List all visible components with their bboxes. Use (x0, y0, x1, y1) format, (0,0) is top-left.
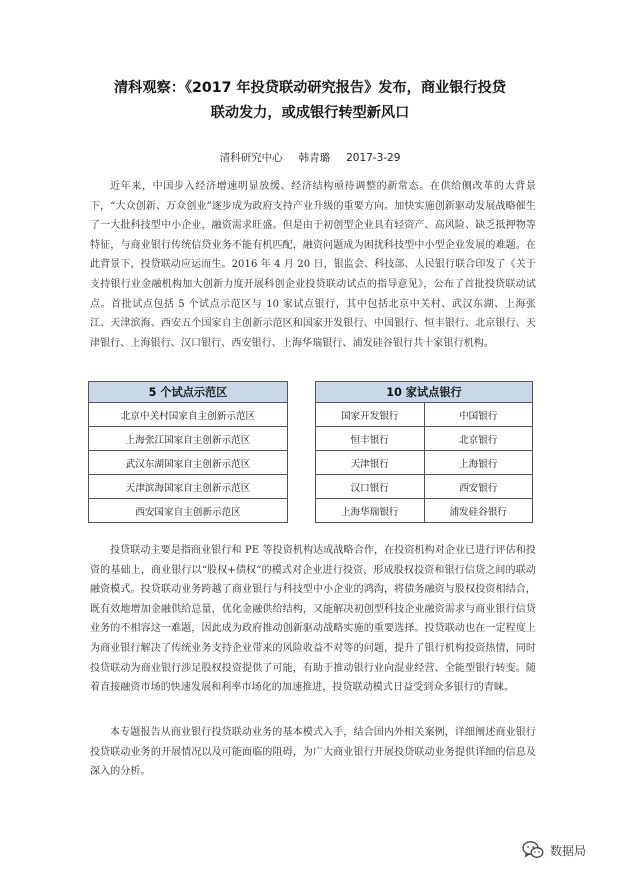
byline (0, 150, 620, 165)
watermark-text: 数据局 (550, 843, 587, 858)
table-cell: 上海华瑞银行 (316, 499, 425, 523)
table-cell: 中国银行 (424, 403, 533, 427)
table-row (89, 451, 288, 475)
table-row (316, 427, 533, 451)
article-title: 清科观察：《2017 年投贷联动研究报告》发布，商业银行投贷联动发力，或成银行转型新风口 (113, 80, 506, 121)
table-row (89, 427, 288, 451)
table-cell: 北京中关村国家自主创新示范区 (89, 403, 288, 427)
table-row (316, 403, 533, 427)
summary-paragraph: 本专题报告从商业银行投贷联动业务的基本模式入手，结合国内外相关案例，详细阐述商业银行投贷联动业务的开展情况以及可能面临的阻碍，为广大商业银行开展投贷联动业务提供详细的信息及深入的分析。 (90, 727, 536, 778)
table-cell: 天津银行 (316, 451, 425, 475)
table-cell: 上海银行 (424, 451, 533, 475)
byline-author: 韩青璐 (298, 152, 331, 164)
pilot-zones-header: 5 个试点示范区 (89, 382, 288, 403)
table-cell: 浦发硅谷银行 (424, 499, 533, 523)
table-row (316, 499, 533, 523)
wechat-icon (522, 840, 544, 860)
table-row (89, 475, 288, 499)
table-cell: 汉口银行 (316, 475, 425, 499)
byline-org: 清科研究中心 (219, 152, 283, 164)
table-cell: 西安国家自主创新示范区 (89, 499, 288, 523)
watermark (522, 840, 586, 860)
table-row (316, 451, 533, 475)
table-cell: 北京银行 (424, 427, 533, 451)
intro-paragraph: 近年来，中国步入经济增速明显放缓、经济结构亟待调整的新常态。在供给侧改革的大背景下，“大众创新、万众创业”逐步成为政府支持产业升级的重要方向。加快实施创新驱动发展战略催生了一大批科技型中小企业，融资需求旺盛。但是由于初创型企业具有轻资产、高风险、缺乏抵押物等特征，与商业银行传统信贷业务不能有机匹配，融资问题成为困扰科技型中小型企业发展的难题。在此背景下，投贷联动应运而生。2016 年 4 月 20 日，银监会、科技部、人民银行联合印发了《关于支持银行业金融机构加大创新力度开展科创企业投贷联动试点的指导意见》，公布了首批投贷联动试点。首批试点包括 5 个试点示范区与 10 家试点银行，其中包括北京中关村、武汉东湖、上海张江、天津滨海、西安五个国家自主创新示范区和国家开发银行、中国银行、恒丰银行、北京银行、天津银行、上海银行、汉口银行、西安银行、上海华瑞银行、浦发硅谷银行共十家银行机构。 (90, 181, 536, 349)
table-cell: 上海张江国家自主创新示范区 (89, 427, 288, 451)
table-cell: 西安银行 (424, 475, 533, 499)
table-row (89, 499, 288, 523)
body-paragraph: 投贷联动主要是指商业银行和 PE 等投资机构达成战略合作，在投资机构对企业已进行评估和投资的基础上，商业银行以“股权+债权”的模式对企业进行投资，形成股权投资和银行信贷之间的联动融资模式。投贷联动业务跨越了商业银行与科技型中小企业的鸿沟，将债务融资与股权投资相结合，既有效地增加金融供给总量，优化金融供给结构，又能解决初创型科技企业融资需求与商业银行信贷业务的不相容这一难题，因此成为政府推动创新驱动战略实施的重要选择。投贷联动也在一定程度上为商业银行解决了传统业务支持企业带来的风险收益不对等的问题，提升了银行机构投资热情，同时投贷联动为商业银行涉足股权投资提供了可能，有助于推动银行业向混业经营、全能型银行转变。随着直接融资市场的快速发展和利率市场化的加速推进，投贷联动模式日益受到众多银行的青睐。 (90, 545, 536, 694)
table-row (316, 475, 533, 499)
table-cell: 国家开发银行 (316, 403, 425, 427)
pilot-banks-table (315, 381, 533, 523)
table-row (89, 403, 288, 427)
table-cell: 武汉东湖国家自主创新示范区 (89, 451, 288, 475)
pilot-banks-header: 10 家试点银行 (316, 382, 533, 403)
table-cell: 天津滨海国家自主创新示范区 (89, 475, 288, 499)
pilot-zones-table (88, 381, 288, 523)
byline-date: 2017-3-29 (346, 152, 401, 164)
table-cell: 恒丰银行 (316, 427, 425, 451)
